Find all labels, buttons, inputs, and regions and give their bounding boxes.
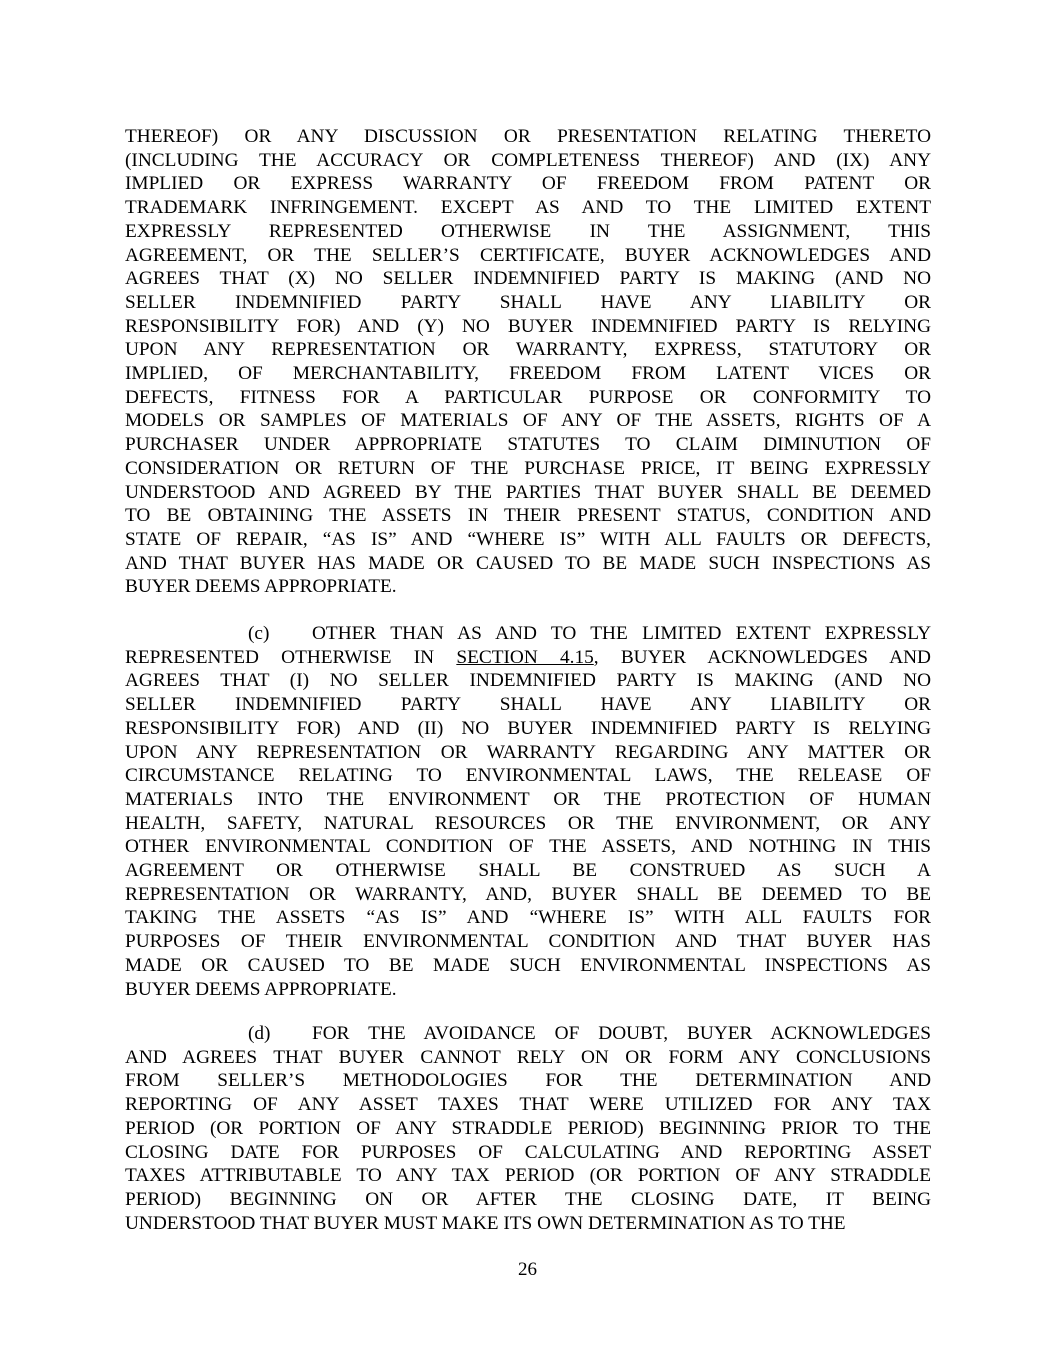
text-line: HEALTH, SAFETY, NATURAL RESOURCES OR THE ENVIRONMENT, OR ANY: [125, 812, 931, 834]
text-line: IMPLIED, OF MERCHANTABILITY, FREEDOM FROM LATENT VICES OR: [125, 363, 931, 385]
text-fragment: , BUYER ACKNOWLEDGES AND: [593, 646, 931, 668]
text-line: AND AGREES THAT BUYER CANNOT RELY ON OR FORM ANY CONCLUSIONS: [125, 1046, 931, 1068]
text-line: BUYER DEEMS APPROPRIATE.: [125, 978, 397, 1000]
paragraph-c-first-line: [125, 622, 931, 646]
text-line: UNDERSTOOD AND AGREED BY THE PARTIES THAT BUYER SHALL BE DEEMED: [125, 481, 931, 503]
text-line: MADE OR CAUSED TO BE MADE SUCH ENVIRONMENTAL INSPECTIONS AS: [125, 954, 931, 976]
text-line: PURCHASER UNDER APPROPRIATE STATUTES TO CLAIM DIMINUTION OF: [125, 434, 931, 456]
text-line: CIRCUMSTANCE RELATING TO ENVIRONMENTAL LAWS, THE RELEASE OF: [125, 765, 931, 787]
text-line: OTHER ENVIRONMENTAL CONDITION OF THE ASSETS, AND NOTHING IN THIS: [125, 836, 931, 858]
text-line: BUYER DEEMS APPROPRIATE.: [125, 576, 397, 598]
text-line: THEREOF) OR ANY DISCUSSION OR PRESENTATION RELATING THERETO: [125, 126, 931, 147]
paragraph-c-second-line: [125, 646, 931, 670]
text-line: CONSIDERATION OR RETURN OF THE PURCHASE PRICE, IT BEING EXPRESSLY: [125, 457, 931, 479]
section-reference-link: SECTION 4.15: [456, 646, 594, 668]
text-line: AND THAT BUYER HAS MADE OR CAUSED TO BE MADE SUCH INSPECTIONS AS: [125, 552, 931, 574]
text-line: TO BE OBTAINING THE ASSETS IN THEIR PRESENT STATUS, CONDITION AND: [125, 505, 931, 527]
text-line: TAXES ATTRIBUTABLE TO ANY TAX PERIOD (OR PORTION OF ANY STRADDLE: [125, 1165, 931, 1187]
text-line: AGREEMENT, OR THE SELLER’S CERTIFICATE, BUYER ACKNOWLEDGES AND: [125, 244, 931, 266]
text-line: (INCLUDING THE ACCURACY OR COMPLETENESS THEREOF) AND (IX) ANY: [125, 149, 931, 171]
paragraph-d-label: (d): [248, 1023, 271, 1044]
paragraph-d-first-line-text: FOR THE AVOIDANCE OF DOUBT, BUYER ACKNOWLEDGES: [312, 1023, 931, 1044]
text-line: AGREEMENT OR OTHERWISE SHALL BE CONSTRUED AS SUCH A: [125, 860, 931, 882]
text-line: MATERIALS INTO THE ENVIRONMENT OR THE PROTECTION OF HUMAN: [125, 788, 931, 810]
text-line: FROM SELLER’S METHODOLOGIES FOR THE DETERMINATION AND: [125, 1070, 931, 1092]
text-line: TRADEMARK INFRINGEMENT. EXCEPT AS AND TO THE LIMITED EXTENT: [125, 197, 931, 219]
text-line: AGREES THAT (X) NO SELLER INDEMNIFIED PARTY IS MAKING (AND NO: [125, 268, 931, 290]
paragraph-d-first-line: [125, 1022, 931, 1046]
text-line: MODELS OR SAMPLES OF MATERIALS OF ANY OF THE ASSETS, RIGHTS OF A: [125, 410, 931, 432]
paragraph-b-continuation: [125, 125, 931, 599]
text-line: SELLER INDEMNIFIED PARTY SHALL HAVE ANY LIABILITY OR: [125, 291, 931, 313]
text-line: SELLER INDEMNIFIED PARTY SHALL HAVE ANY LIABILITY OR: [125, 694, 931, 716]
text-line: DEFECTS, FITNESS FOR A PARTICULAR PURPOSE OR CONFORMITY TO: [125, 386, 931, 408]
text-line: EXPRESSLY REPRESENTED OTHERWISE IN THE ASSIGNMENT, THIS: [125, 220, 931, 242]
text-line: AGREES THAT (I) NO SELLER INDEMNIFIED PARTY IS MAKING (AND NO: [125, 670, 931, 692]
page-number: 26: [518, 1259, 537, 1280]
text-line: CLOSING DATE FOR PURPOSES OF CALCULATING AND REPORTING ASSET: [125, 1141, 931, 1163]
text-line: PERIOD) BEGINNING ON OR AFTER THE CLOSING DATE, IT BEING: [125, 1188, 931, 1210]
text-line: UPON ANY REPRESENTATION OR WARRANTY REGARDING ANY MATTER OR: [125, 741, 931, 763]
text-line: RESPONSIBILITY FOR) AND (Y) NO BUYER INDEMNIFIED PARTY IS RELYING: [125, 315, 931, 337]
text-line: UNDERSTOOD THAT BUYER MUST MAKE ITS OWN DETERMINATION AS TO THE: [125, 1212, 846, 1234]
text-line: PERIOD (OR PORTION OF ANY STRADDLE PERIOD) BEGINNING PRIOR TO THE: [125, 1117, 931, 1139]
text-fragment: REPRESENTED OTHERWISE IN: [125, 646, 435, 668]
paragraph-c-first-line-text: OTHER THAN AS AND TO THE LIMITED EXTENT EXPRESSLY: [312, 623, 931, 644]
paragraph-c-label: (c): [248, 623, 270, 644]
text-line: RESPONSIBILITY FOR) AND (II) NO BUYER INDEMNIFIED PARTY IS RELYING: [125, 717, 931, 739]
text-line: REPORTING OF ANY ASSET TAXES THAT WERE UTILIZED FOR ANY TAX: [125, 1094, 931, 1116]
text-line: TAKING THE ASSETS “AS IS” AND “WHERE IS” WITH ALL FAULTS FOR: [125, 907, 931, 929]
text-line: UPON ANY REPRESENTATION OR WARRANTY, EXPRESS, STATUTORY OR: [125, 339, 931, 361]
paragraph-d: [125, 1022, 931, 1235]
paragraph-c: [125, 622, 931, 1001]
text-line: IMPLIED OR EXPRESS WARRANTY OF FREEDOM FROM PATENT OR: [125, 173, 931, 195]
text-line: PURPOSES OF THEIR ENVIRONMENTAL CONDITION AND THAT BUYER HAS: [125, 931, 931, 953]
text-line: REPRESENTATION OR WARRANTY, AND, BUYER SHALL BE DEEMED TO BE: [125, 883, 931, 905]
text-line: STATE OF REPAIR, “AS IS” AND “WHERE IS” WITH ALL FAULTS OR DEFECTS,: [125, 528, 931, 550]
